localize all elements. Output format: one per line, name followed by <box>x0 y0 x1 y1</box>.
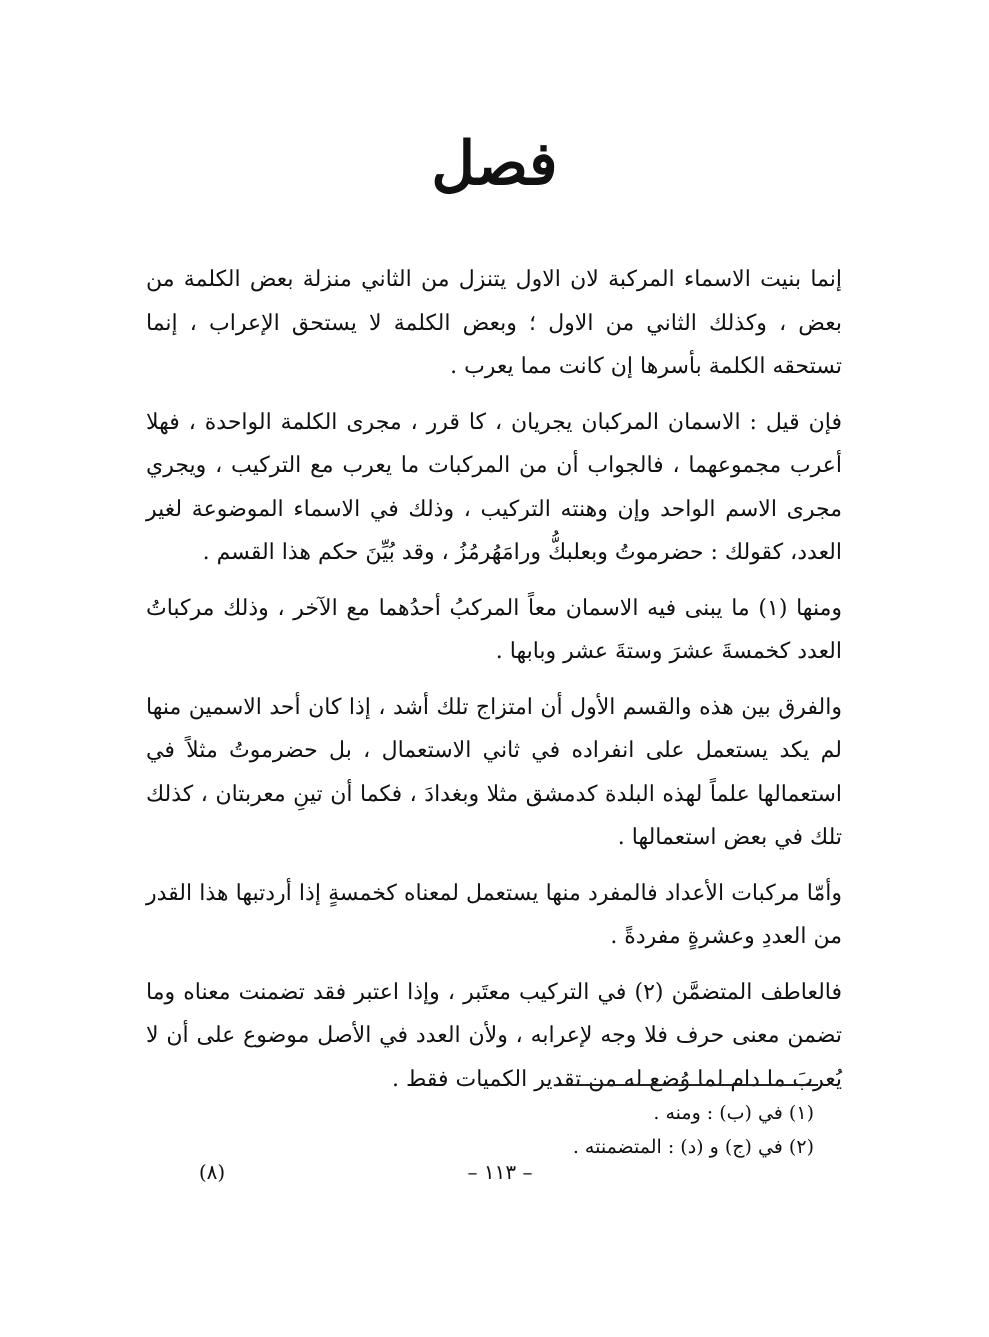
paragraph-5: وأمّا مركبات الأعداد فالمفرد منها يستعمل لمعناه كخمسةٍ إذا أردتبها هذا القدر من العددِ وعشرةٍ مفردةً . <box>146 880 842 949</box>
paragraph-1: إنما بنيت الاسماء المركبة لان الاول يتنزل من الثاني منزلة بعض الكلمة من بعض ، وكذلك الثاني من الاول ؛ وبعض الكلمة لا يستحق الإعراب ، إنما تستحقه الكلمة بأسرها إن كانت مما يعرب . <box>146 267 843 379</box>
footnotes <box>400 1096 814 1164</box>
footnote-2: (٢) في (ج) و (د) : المتضمنته . <box>572 1136 814 1158</box>
main-text <box>146 258 842 1113</box>
paragraph-2: فإن قيل : الاسمان المركبان يجريان ، كا قرر ، مجرى الكلمة الواحدة ، فهلا أعرب مجموعهما ، فالجواب أن من المركبات ما يعرب مع التركيب ، ويجري مجرى الاسم الواحد وإن وهنته التركيب ، وذلك في الاسماء الموضوعة لغير العدد، كقولك : حضرموتُ وبعلبكُّ ورامَهُرمُزُ ، وقد بُيِّنَ حكم هذا القسم . <box>146 409 842 565</box>
paragraph-4: والفرق بين هذه والقسم الأول أن امتزاج تلك أشد ، إذا كان أحد الاسمين منها لم يكد يستعمل على انفراده في ثاني الاستعمال ، بل حضرموتُ مثلاً في استعمالها علماً لهذه البلدة كدمشق مثلا وبغدادَ ، فكما أن تينِ معربتان ، كذلك تلك في بعض استعمالها . <box>146 694 842 850</box>
footnote-divider <box>556 1084 818 1086</box>
paragraph-3: ومنها (١) ما يبنى فيه الاسمان معاً المركبُ أحدُهما مع الآخر ، وذلك مركباتُ العدد كخمسةَ عشرَ وستةَ عشر وبابها . <box>146 595 842 664</box>
paragraph-6: فالعاطف المتضمَّن (٢) في التركيب معتَبر ، وإذا اعتبر فقد تضمنت معناه وما تضمن معنى حرف فلا وجه لإعرابه ، ولأن العدد في الأصل موضوع على أن لا يُعربَ ما دام لما وُضع له من تقدير الكميات فقط . <box>146 979 843 1092</box>
footnote-1: (١) في (ب) : ومنه . <box>653 1102 814 1124</box>
signature-mark: (٨) <box>198 1160 226 1184</box>
chapter-title: فصل <box>431 129 558 199</box>
page-number: – ١١٣ – <box>467 1160 533 1184</box>
